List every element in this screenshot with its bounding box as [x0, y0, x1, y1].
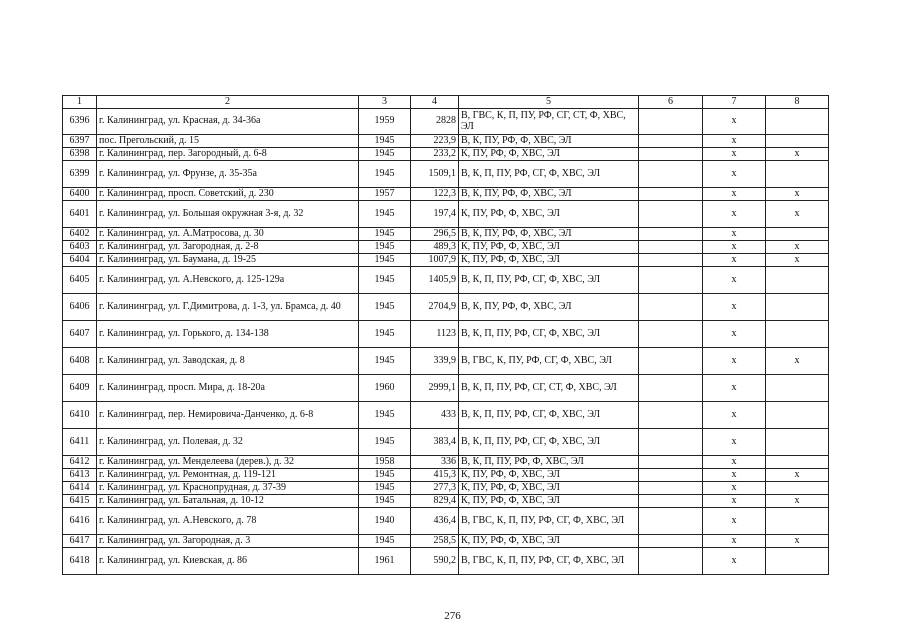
cell-build-year: 1945: [359, 267, 411, 294]
cell-mark-col-7: х: [703, 429, 766, 456]
column-header: 2: [97, 96, 359, 109]
cell-address: г. Калининград, пер. Загородный, д. 6-8: [97, 148, 359, 161]
table-row: [63, 201, 829, 228]
cell-area: 2704,9: [411, 294, 459, 321]
cell-row-number: 6412: [63, 456, 97, 469]
cell-row-number: 6414: [63, 482, 97, 495]
cell-area: 197,4: [411, 201, 459, 228]
cell-mark-col-8: [766, 294, 829, 321]
cell-address: г. Калининград, ул. Киевская, д. 86: [97, 548, 359, 575]
cell-mark-col-7: х: [703, 161, 766, 188]
cell-row-number: 6410: [63, 402, 97, 429]
table-row: [63, 548, 829, 575]
cell-area: 296,5: [411, 228, 459, 241]
cell-address: г. Калининград, ул. Ремонтная, д. 119-121: [97, 469, 359, 482]
cell-area: 1405,9: [411, 267, 459, 294]
cell-column-6: [639, 375, 703, 402]
cell-address: г. Калининград, ул. Г.Димитрова, д. 1-3, ул. Брамса, д. 40: [97, 294, 359, 321]
table-row: [63, 348, 829, 375]
cell-utilities: К, ПУ, РФ, Ф, ХВС, ЭЛ: [459, 469, 639, 482]
table-row: [63, 254, 829, 267]
cell-mark-col-8: [766, 456, 829, 469]
cell-mark-col-7: х: [703, 254, 766, 267]
cell-address: г. Калининград, ул. А.Невского, д. 78: [97, 508, 359, 535]
cell-mark-col-8: [766, 321, 829, 348]
table-row: [63, 148, 829, 161]
cell-mark-col-8: [766, 375, 829, 402]
cell-area: 1123: [411, 321, 459, 348]
cell-address: г. Калининград, просп. Советский, д. 230: [97, 188, 359, 201]
cell-mark-col-8: [766, 402, 829, 429]
column-header: 3: [359, 96, 411, 109]
cell-mark-col-7: х: [703, 228, 766, 241]
cell-mark-col-8: х: [766, 348, 829, 375]
cell-address: г. Калининград, ул. Заводская, д. 8: [97, 348, 359, 375]
cell-column-6: [639, 241, 703, 254]
cell-mark-col-8: [766, 135, 829, 148]
cell-column-6: [639, 548, 703, 575]
cell-build-year: 1945: [359, 535, 411, 548]
cell-mark-col-8: [766, 267, 829, 294]
cell-area: 433: [411, 402, 459, 429]
cell-area: 590,2: [411, 548, 459, 575]
column-header: 6: [639, 96, 703, 109]
cell-mark-col-7: х: [703, 201, 766, 228]
cell-mark-col-8: [766, 429, 829, 456]
cell-mark-col-8: х: [766, 188, 829, 201]
table-row: [63, 161, 829, 188]
cell-address: г. Калининград, ул. Батальная, д. 10-12: [97, 495, 359, 508]
cell-address: пос. Прегольский, д. 15: [97, 135, 359, 148]
cell-build-year: 1945: [359, 254, 411, 267]
cell-address: г. Калининград, ул. Полевая, д. 32: [97, 429, 359, 456]
table-body: [63, 96, 829, 575]
cell-column-6: [639, 135, 703, 148]
cell-build-year: 1945: [359, 294, 411, 321]
cell-build-year: 1959: [359, 109, 411, 135]
cell-area: 1007,9: [411, 254, 459, 267]
cell-mark-col-8: [766, 228, 829, 241]
cell-column-6: [639, 294, 703, 321]
cell-mark-col-7: х: [703, 508, 766, 535]
cell-mark-col-7: х: [703, 548, 766, 575]
column-header: 4: [411, 96, 459, 109]
cell-column-6: [639, 201, 703, 228]
cell-area: 1509,1: [411, 161, 459, 188]
cell-mark-col-7: х: [703, 535, 766, 548]
cell-row-number: 6403: [63, 241, 97, 254]
cell-address: г. Калининград, просп. Мира, д. 18-20а: [97, 375, 359, 402]
cell-address: г. Калининград, ул. Фрунзе, д. 35-35а: [97, 161, 359, 188]
cell-utilities: К, ПУ, РФ, Ф, ХВС, ЭЛ: [459, 254, 639, 267]
cell-mark-col-7: х: [703, 469, 766, 482]
cell-address: г. Калининград, ул. Загородная, д. 2-8: [97, 241, 359, 254]
cell-utilities: В, К, ПУ, РФ, Ф, ХВС, ЭЛ: [459, 188, 639, 201]
table-row: [63, 456, 829, 469]
cell-row-number: 6415: [63, 495, 97, 508]
table-row: [63, 535, 829, 548]
cell-area: 122,3: [411, 188, 459, 201]
cell-mark-col-7: х: [703, 402, 766, 429]
cell-column-6: [639, 148, 703, 161]
table-row: [63, 321, 829, 348]
cell-utilities: В, ГВС, К, П, ПУ, РФ, СГ, Ф, ХВС, ЭЛ: [459, 508, 639, 535]
cell-mark-col-7: х: [703, 267, 766, 294]
cell-utilities: В, К, ПУ, РФ, Ф, ХВС, ЭЛ: [459, 135, 639, 148]
cell-row-number: 6399: [63, 161, 97, 188]
cell-mark-col-7: х: [703, 135, 766, 148]
cell-mark-col-8: х: [766, 469, 829, 482]
cell-build-year: 1945: [359, 348, 411, 375]
cell-mark-col-8: х: [766, 241, 829, 254]
table-row: [63, 402, 829, 429]
cell-build-year: 1960: [359, 375, 411, 402]
cell-utilities: В, К, П, ПУ, РФ, СГ, Ф, ХВС, ЭЛ: [459, 402, 639, 429]
column-header: 7: [703, 96, 766, 109]
cell-area: 383,4: [411, 429, 459, 456]
cell-utilities: В, К, П, ПУ, РФ, СГ, Ф, ХВС, ЭЛ: [459, 161, 639, 188]
cell-build-year: 1945: [359, 135, 411, 148]
table-row: [63, 294, 829, 321]
cell-build-year: 1945: [359, 148, 411, 161]
cell-utilities: В, ГВС, К, ПУ, РФ, СГ, Ф, ХВС, ЭЛ: [459, 348, 639, 375]
cell-column-6: [639, 321, 703, 348]
cell-column-6: [639, 535, 703, 548]
cell-mark-col-8: [766, 109, 829, 135]
cell-mark-col-7: х: [703, 495, 766, 508]
cell-row-number: 6411: [63, 429, 97, 456]
cell-utilities: В, К, П, ПУ, РФ, СГ, Ф, ХВС, ЭЛ: [459, 321, 639, 348]
cell-mark-col-7: х: [703, 148, 766, 161]
cell-build-year: 1945: [359, 201, 411, 228]
cell-row-number: 6408: [63, 348, 97, 375]
cell-row-number: 6406: [63, 294, 97, 321]
cell-build-year: 1945: [359, 161, 411, 188]
cell-area: 489,3: [411, 241, 459, 254]
table-row: [63, 135, 829, 148]
cell-column-6: [639, 348, 703, 375]
cell-build-year: 1945: [359, 495, 411, 508]
cell-mark-col-8: х: [766, 495, 829, 508]
cell-build-year: 1945: [359, 402, 411, 429]
cell-mark-col-8: [766, 508, 829, 535]
cell-build-year: 1945: [359, 321, 411, 348]
table-row: [63, 241, 829, 254]
cell-column-6: [639, 267, 703, 294]
cell-utilities: В, К, П, ПУ, РФ, СГ, Ф, ХВС, ЭЛ: [459, 267, 639, 294]
cell-utilities: В, К, ПУ, РФ, Ф, ХВС, ЭЛ: [459, 294, 639, 321]
cell-address: г. Калининград, ул. Загородная, д. 3: [97, 535, 359, 548]
cell-address: г. Калининград, ул. Красная, д. 34-36а: [97, 109, 359, 135]
cell-mark-col-7: х: [703, 375, 766, 402]
table-row: [63, 109, 829, 135]
cell-area: 233,2: [411, 148, 459, 161]
cell-column-6: [639, 482, 703, 495]
cell-row-number: 6397: [63, 135, 97, 148]
cell-mark-col-8: [766, 548, 829, 575]
cell-utilities: В, ГВС, К, П, ПУ, РФ, СГ, СТ, Ф, ХВС, ЭЛ: [459, 109, 639, 135]
cell-row-number: 6407: [63, 321, 97, 348]
cell-row-number: 6402: [63, 228, 97, 241]
cell-build-year: 1961: [359, 548, 411, 575]
cell-column-6: [639, 228, 703, 241]
cell-column-6: [639, 508, 703, 535]
cell-area: 2828: [411, 109, 459, 135]
column-number-header-row: [63, 96, 829, 109]
housing-register-table: [62, 95, 829, 575]
cell-address: г. Калининград, ул. Баумана, д. 19-25: [97, 254, 359, 267]
cell-mark-col-8: [766, 482, 829, 495]
table-row: [63, 482, 829, 495]
page-number: 276: [444, 610, 461, 622]
cell-row-number: 6396: [63, 109, 97, 135]
cell-address: г. Калининград, пер. Немировича-Данченко, д. 6-8: [97, 402, 359, 429]
cell-area: 2999,1: [411, 375, 459, 402]
table-row: [63, 495, 829, 508]
cell-build-year: 1945: [359, 469, 411, 482]
cell-mark-col-7: х: [703, 456, 766, 469]
cell-row-number: 6401: [63, 201, 97, 228]
cell-address: г. Калининград, ул. А.Матросова, д. 30: [97, 228, 359, 241]
cell-column-6: [639, 254, 703, 267]
cell-area: 415,3: [411, 469, 459, 482]
cell-mark-col-7: х: [703, 188, 766, 201]
cell-row-number: 6404: [63, 254, 97, 267]
cell-mark-col-7: х: [703, 109, 766, 135]
cell-mark-col-7: х: [703, 294, 766, 321]
cell-mark-col-7: х: [703, 348, 766, 375]
table-row: [63, 188, 829, 201]
cell-mark-col-8: х: [766, 535, 829, 548]
cell-utilities: В, К, П, ПУ, РФ, Ф, ХВС, ЭЛ: [459, 456, 639, 469]
cell-utilities: К, ПУ, РФ, Ф, ХВС, ЭЛ: [459, 241, 639, 254]
cell-address: г. Калининград, ул. Горького, д. 134-138: [97, 321, 359, 348]
cell-column-6: [639, 161, 703, 188]
cell-area: 277,3: [411, 482, 459, 495]
column-header: 5: [459, 96, 639, 109]
cell-mark-col-8: х: [766, 148, 829, 161]
cell-area: 829,4: [411, 495, 459, 508]
cell-utilities: К, ПУ, РФ, Ф, ХВС, ЭЛ: [459, 535, 639, 548]
cell-address: г. Калининград, ул. Большая окружная 3-я, д. 32: [97, 201, 359, 228]
cell-utilities: В, ГВС, К, П, ПУ, РФ, СГ, Ф, ХВС, ЭЛ: [459, 548, 639, 575]
cell-mark-col-7: х: [703, 482, 766, 495]
cell-area: 339,9: [411, 348, 459, 375]
cell-address: г. Калининград, ул. А.Невского, д. 125-129а: [97, 267, 359, 294]
cell-utilities: В, К, ПУ, РФ, Ф, ХВС, ЭЛ: [459, 228, 639, 241]
cell-mark-col-8: [766, 161, 829, 188]
table-row: [63, 508, 829, 535]
cell-area: 336: [411, 456, 459, 469]
cell-row-number: 6409: [63, 375, 97, 402]
column-header: 8: [766, 96, 829, 109]
cell-column-6: [639, 188, 703, 201]
table-row: [63, 429, 829, 456]
cell-mark-col-8: х: [766, 201, 829, 228]
cell-row-number: 6418: [63, 548, 97, 575]
cell-row-number: 6413: [63, 469, 97, 482]
cell-column-6: [639, 495, 703, 508]
cell-utilities: В, К, П, ПУ, РФ, СГ, СТ, Ф, ХВС, ЭЛ: [459, 375, 639, 402]
cell-column-6: [639, 469, 703, 482]
cell-utilities: К, ПУ, РФ, Ф, ХВС, ЭЛ: [459, 201, 639, 228]
cell-address: г. Калининград, ул. Краснопрудная, д. 37-39: [97, 482, 359, 495]
cell-column-6: [639, 109, 703, 135]
cell-build-year: 1945: [359, 241, 411, 254]
cell-utilities: К, ПУ, РФ, Ф, ХВС, ЭЛ: [459, 148, 639, 161]
cell-utilities: К, ПУ, РФ, Ф, ХВС, ЭЛ: [459, 495, 639, 508]
cell-utilities: В, К, П, ПУ, РФ, СГ, Ф, ХВС, ЭЛ: [459, 429, 639, 456]
cell-row-number: 6405: [63, 267, 97, 294]
cell-area: 223,9: [411, 135, 459, 148]
cell-address: г. Калининград, ул. Менделеева (дерев.), д. 32: [97, 456, 359, 469]
cell-row-number: 6400: [63, 188, 97, 201]
table-row: [63, 228, 829, 241]
cell-row-number: 6417: [63, 535, 97, 548]
cell-build-year: 1957: [359, 188, 411, 201]
cell-column-6: [639, 402, 703, 429]
cell-mark-col-8: х: [766, 254, 829, 267]
column-header: 1: [63, 96, 97, 109]
cell-mark-col-7: х: [703, 321, 766, 348]
cell-build-year: 1945: [359, 429, 411, 456]
cell-build-year: 1945: [359, 228, 411, 241]
table-row: [63, 469, 829, 482]
cell-build-year: 1940: [359, 508, 411, 535]
cell-utilities: К, ПУ, РФ, Ф, ХВС, ЭЛ: [459, 482, 639, 495]
cell-build-year: 1945: [359, 482, 411, 495]
table-row: [63, 375, 829, 402]
cell-row-number: 6416: [63, 508, 97, 535]
cell-column-6: [639, 456, 703, 469]
cell-area: 436,4: [411, 508, 459, 535]
cell-build-year: 1958: [359, 456, 411, 469]
cell-mark-col-7: х: [703, 241, 766, 254]
cell-column-6: [639, 429, 703, 456]
cell-area: 258,5: [411, 535, 459, 548]
table-row: [63, 267, 829, 294]
cell-row-number: 6398: [63, 148, 97, 161]
